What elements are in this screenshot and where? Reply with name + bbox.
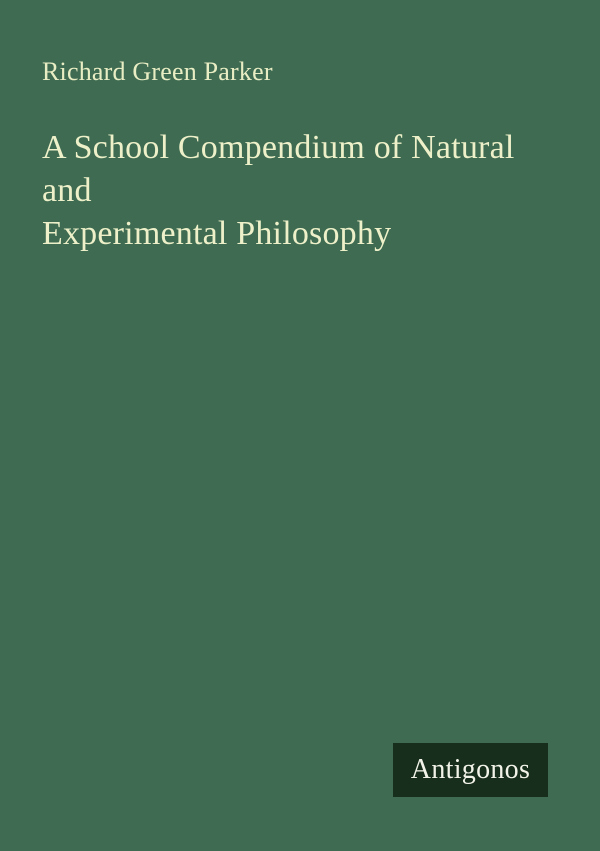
publisher-badge — [393, 743, 548, 797]
author-name: Richard Green Parker — [42, 57, 273, 86]
book-title — [42, 126, 557, 255]
book-title-line-1: A School Compendium of Natural and — [42, 129, 515, 209]
publisher-name: Antigonos — [410, 754, 531, 785]
book-title-line-2: Experimental Philosophy — [42, 215, 392, 252]
